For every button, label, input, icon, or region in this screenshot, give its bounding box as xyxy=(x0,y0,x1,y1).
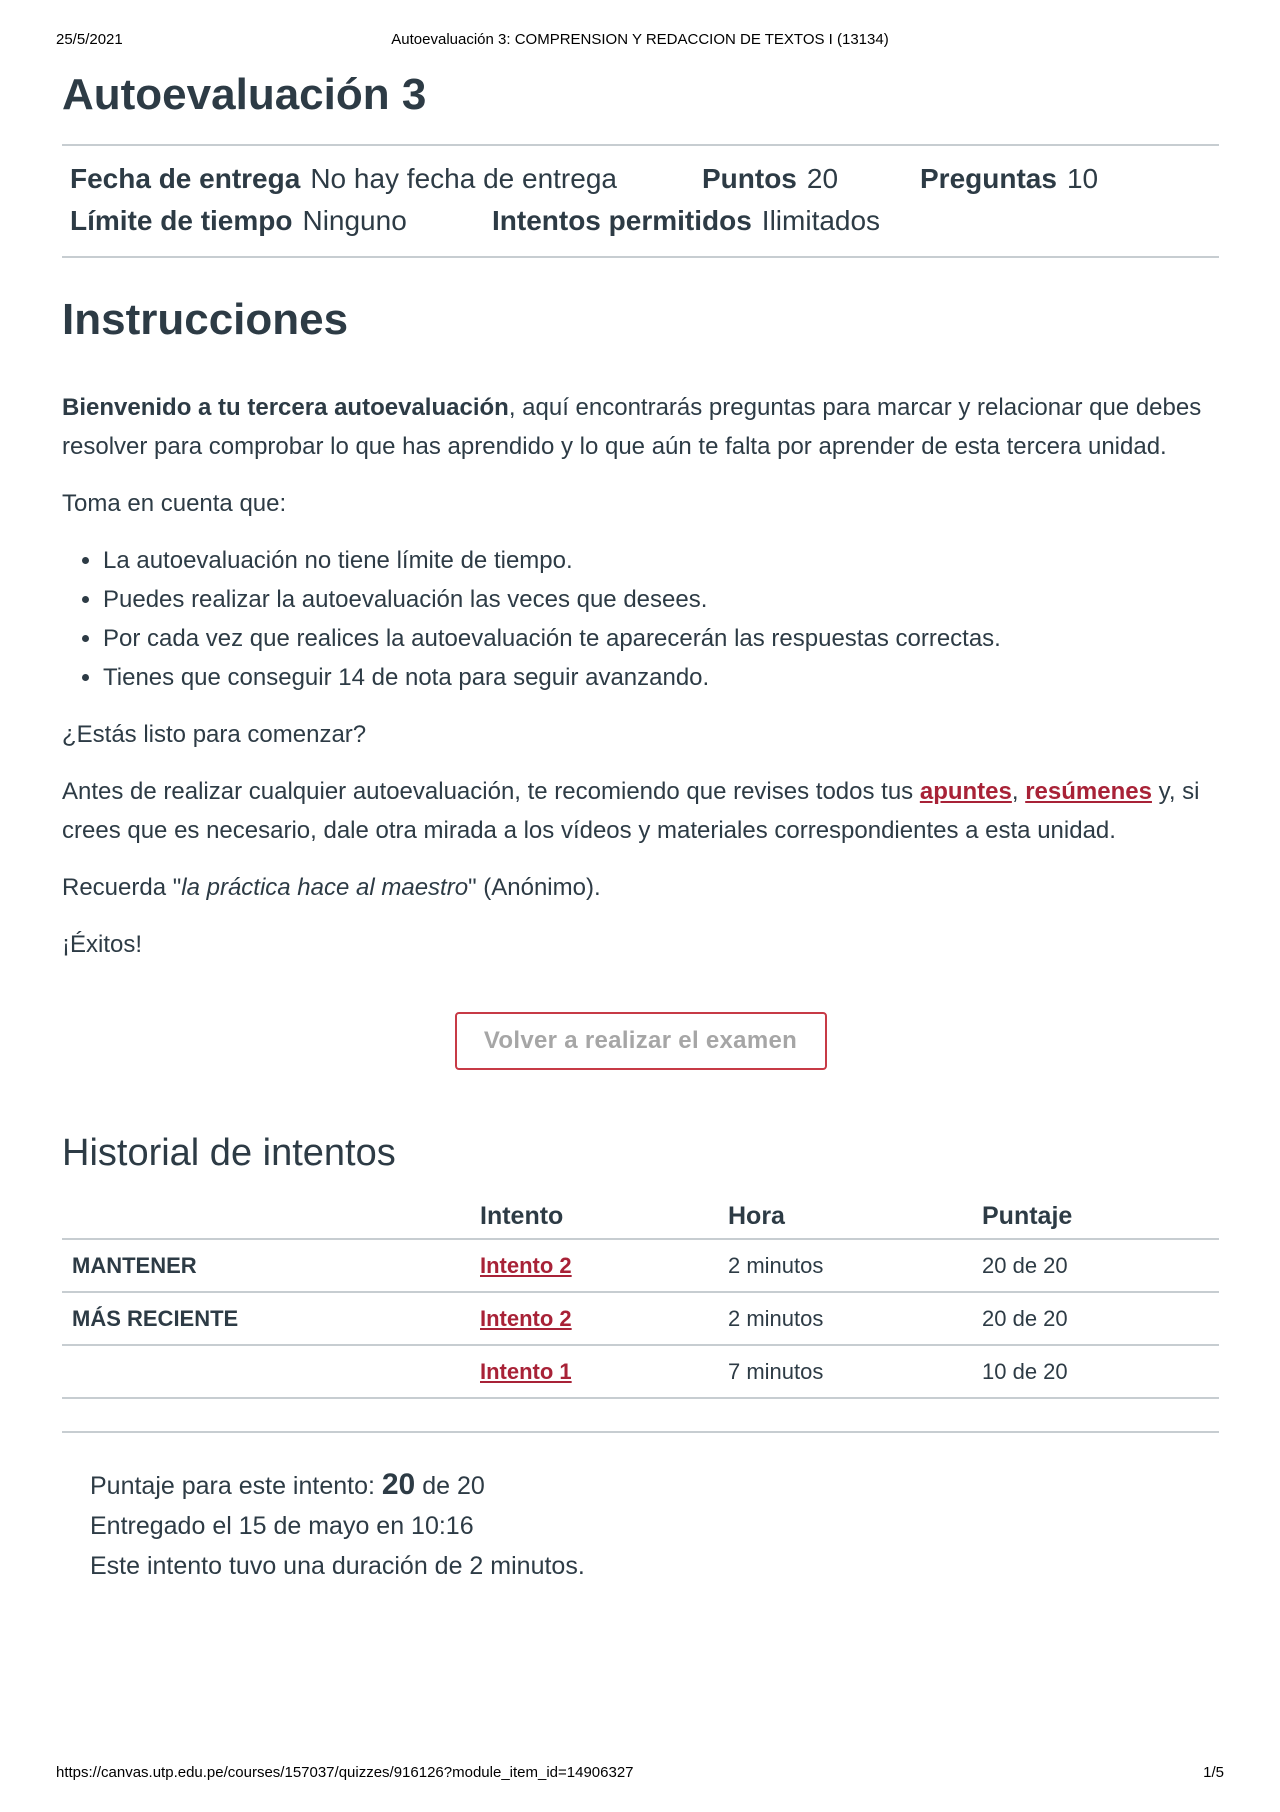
score-header: Puntaje xyxy=(982,1200,1219,1239)
quote-paragraph xyxy=(62,868,1219,907)
rules-list xyxy=(62,541,1219,697)
attempt-cell xyxy=(480,1292,728,1345)
attempt-cell xyxy=(480,1239,728,1292)
table-row xyxy=(62,1239,1219,1292)
due-date-detail xyxy=(70,158,617,200)
score-cell: 20 de 20 xyxy=(982,1239,1219,1292)
page-title: Autoevaluación 3 xyxy=(62,70,427,119)
attempt-summary xyxy=(62,1465,1219,1586)
duration-info: Este intento tuvo una duración de 2 minutos. xyxy=(90,1552,585,1580)
due-date-label: Fecha de entrega xyxy=(70,163,301,194)
list-item: • Tienes que conseguir 14 de nota para seguir avanzando. xyxy=(103,658,1219,697)
history-divider xyxy=(62,1399,1219,1433)
welcome-bold: Bienvenido a tu tercera autoevaluación xyxy=(62,394,509,421)
print-page-title: Autoevaluación 3: COMPRENSION Y REDACCION DE TEXTOS I (13134) xyxy=(391,31,889,48)
points-label: Puntos xyxy=(702,163,797,194)
row-tag xyxy=(62,1345,480,1398)
questions-value: 10 xyxy=(1066,163,1099,194)
attempt-link[interactable]: Intento 1 xyxy=(480,1358,572,1384)
print-url: https://canvas.utp.edu.pe/courses/157037/quizzes/916126?module_item_id=14906327 xyxy=(56,1764,634,1781)
quote-suffix: " (Anónimo). xyxy=(468,874,601,901)
table-row xyxy=(62,1345,1219,1398)
attempt-link[interactable]: Intento 2 xyxy=(480,1305,572,1331)
recommendation-paragraph xyxy=(62,772,1219,850)
welcome-rest: , aquí encontrarás preguntas para marcar y relacionar que debes resolver para comprobar lo que has aprendido y lo que aún te falta por aprender de esta tercera unidad. xyxy=(62,394,1202,460)
attempt-history-heading: Historial de intentos xyxy=(62,1132,396,1174)
list-item: • La autoevaluación no tiene límite de tiempo. xyxy=(103,541,1219,580)
table-row xyxy=(62,1292,1219,1345)
score-cell: 10 de 20 xyxy=(982,1345,1219,1398)
due-date-value: No hay fecha de entrega xyxy=(310,163,617,194)
instructions-body xyxy=(62,388,1219,964)
row-tag: MANTENER xyxy=(62,1239,480,1292)
page-number: 1/5 xyxy=(1203,1764,1224,1781)
time-cell: 2 minutos xyxy=(728,1292,982,1345)
blank-header xyxy=(62,1200,480,1239)
score-value: 20 xyxy=(381,1468,416,1501)
time-cell: 7 minutos xyxy=(728,1345,982,1398)
time-cell: 2 minutos xyxy=(728,1239,982,1292)
list-item: • Puedes realizar la autoevaluación las veces que desees. xyxy=(103,580,1219,619)
instructions-heading: Instrucciones xyxy=(62,295,349,344)
score-prefix: Puntaje para este intento: xyxy=(90,1472,382,1500)
quiz-details xyxy=(62,144,1219,258)
time-limit-detail xyxy=(70,200,407,242)
time-limit-value: Ninguno xyxy=(302,205,407,236)
print-date: 25/5/2021 xyxy=(56,31,123,48)
points-detail xyxy=(702,158,838,200)
score-cell: 20 de 20 xyxy=(982,1292,1219,1345)
retake-quiz-button[interactable]: Volver a realizar el examen xyxy=(455,1012,827,1070)
questions-label: Preguntas xyxy=(920,163,1057,194)
quiz-content xyxy=(62,64,1219,1586)
score-suffix: de 20 xyxy=(415,1472,485,1500)
time-limit-label: Límite de tiempo xyxy=(70,205,293,236)
submitted-info: Entregado el 15 de mayo en 10:16 xyxy=(90,1512,474,1540)
points-value: 20 xyxy=(806,163,839,194)
questions-detail xyxy=(920,158,1098,200)
resumenes-link[interactable]: resúmenes xyxy=(1025,778,1152,805)
row-tag: MÁS RECIENTE xyxy=(62,1292,480,1345)
quote-italic: la práctica hace al maestro xyxy=(181,874,469,901)
ready-question: ¿Estás listo para comenzar? xyxy=(62,721,367,748)
take-into-account: Toma en cuenta que: xyxy=(62,490,287,517)
success-text: ¡Éxitos! xyxy=(62,931,143,958)
attempt-cell xyxy=(480,1345,728,1398)
apuntes-link[interactable]: apuntes xyxy=(919,778,1012,805)
attempts-label: Intentos permitidos xyxy=(492,205,752,236)
table-header-row xyxy=(62,1200,1219,1239)
attempt-header: Intento xyxy=(480,1200,728,1239)
time-header: Hora xyxy=(728,1200,982,1239)
welcome-paragraph xyxy=(62,388,1219,466)
list-item: • Por cada vez que realices la autoevaluación te aparecerán las respuestas correctas. xyxy=(103,619,1219,658)
attempts-detail xyxy=(492,200,880,242)
recommendation-text-end: y, si crees que es necesario, dale otra mirada a los vídeos y materiales correspondientes a esta unidad. xyxy=(62,778,1200,844)
attempt-score xyxy=(90,1465,1219,1506)
attempt-history-table xyxy=(62,1200,1219,1399)
recommendation-text: Antes de realizar cualquier autoevaluación, te recomiendo que revises todos tus xyxy=(62,778,920,805)
attempt-link[interactable]: Intento 2 xyxy=(480,1252,572,1278)
attempts-value: Ilimitados xyxy=(761,205,881,236)
comma-text: , xyxy=(1011,778,1026,805)
quote-prefix: Recuerda " xyxy=(62,874,182,901)
